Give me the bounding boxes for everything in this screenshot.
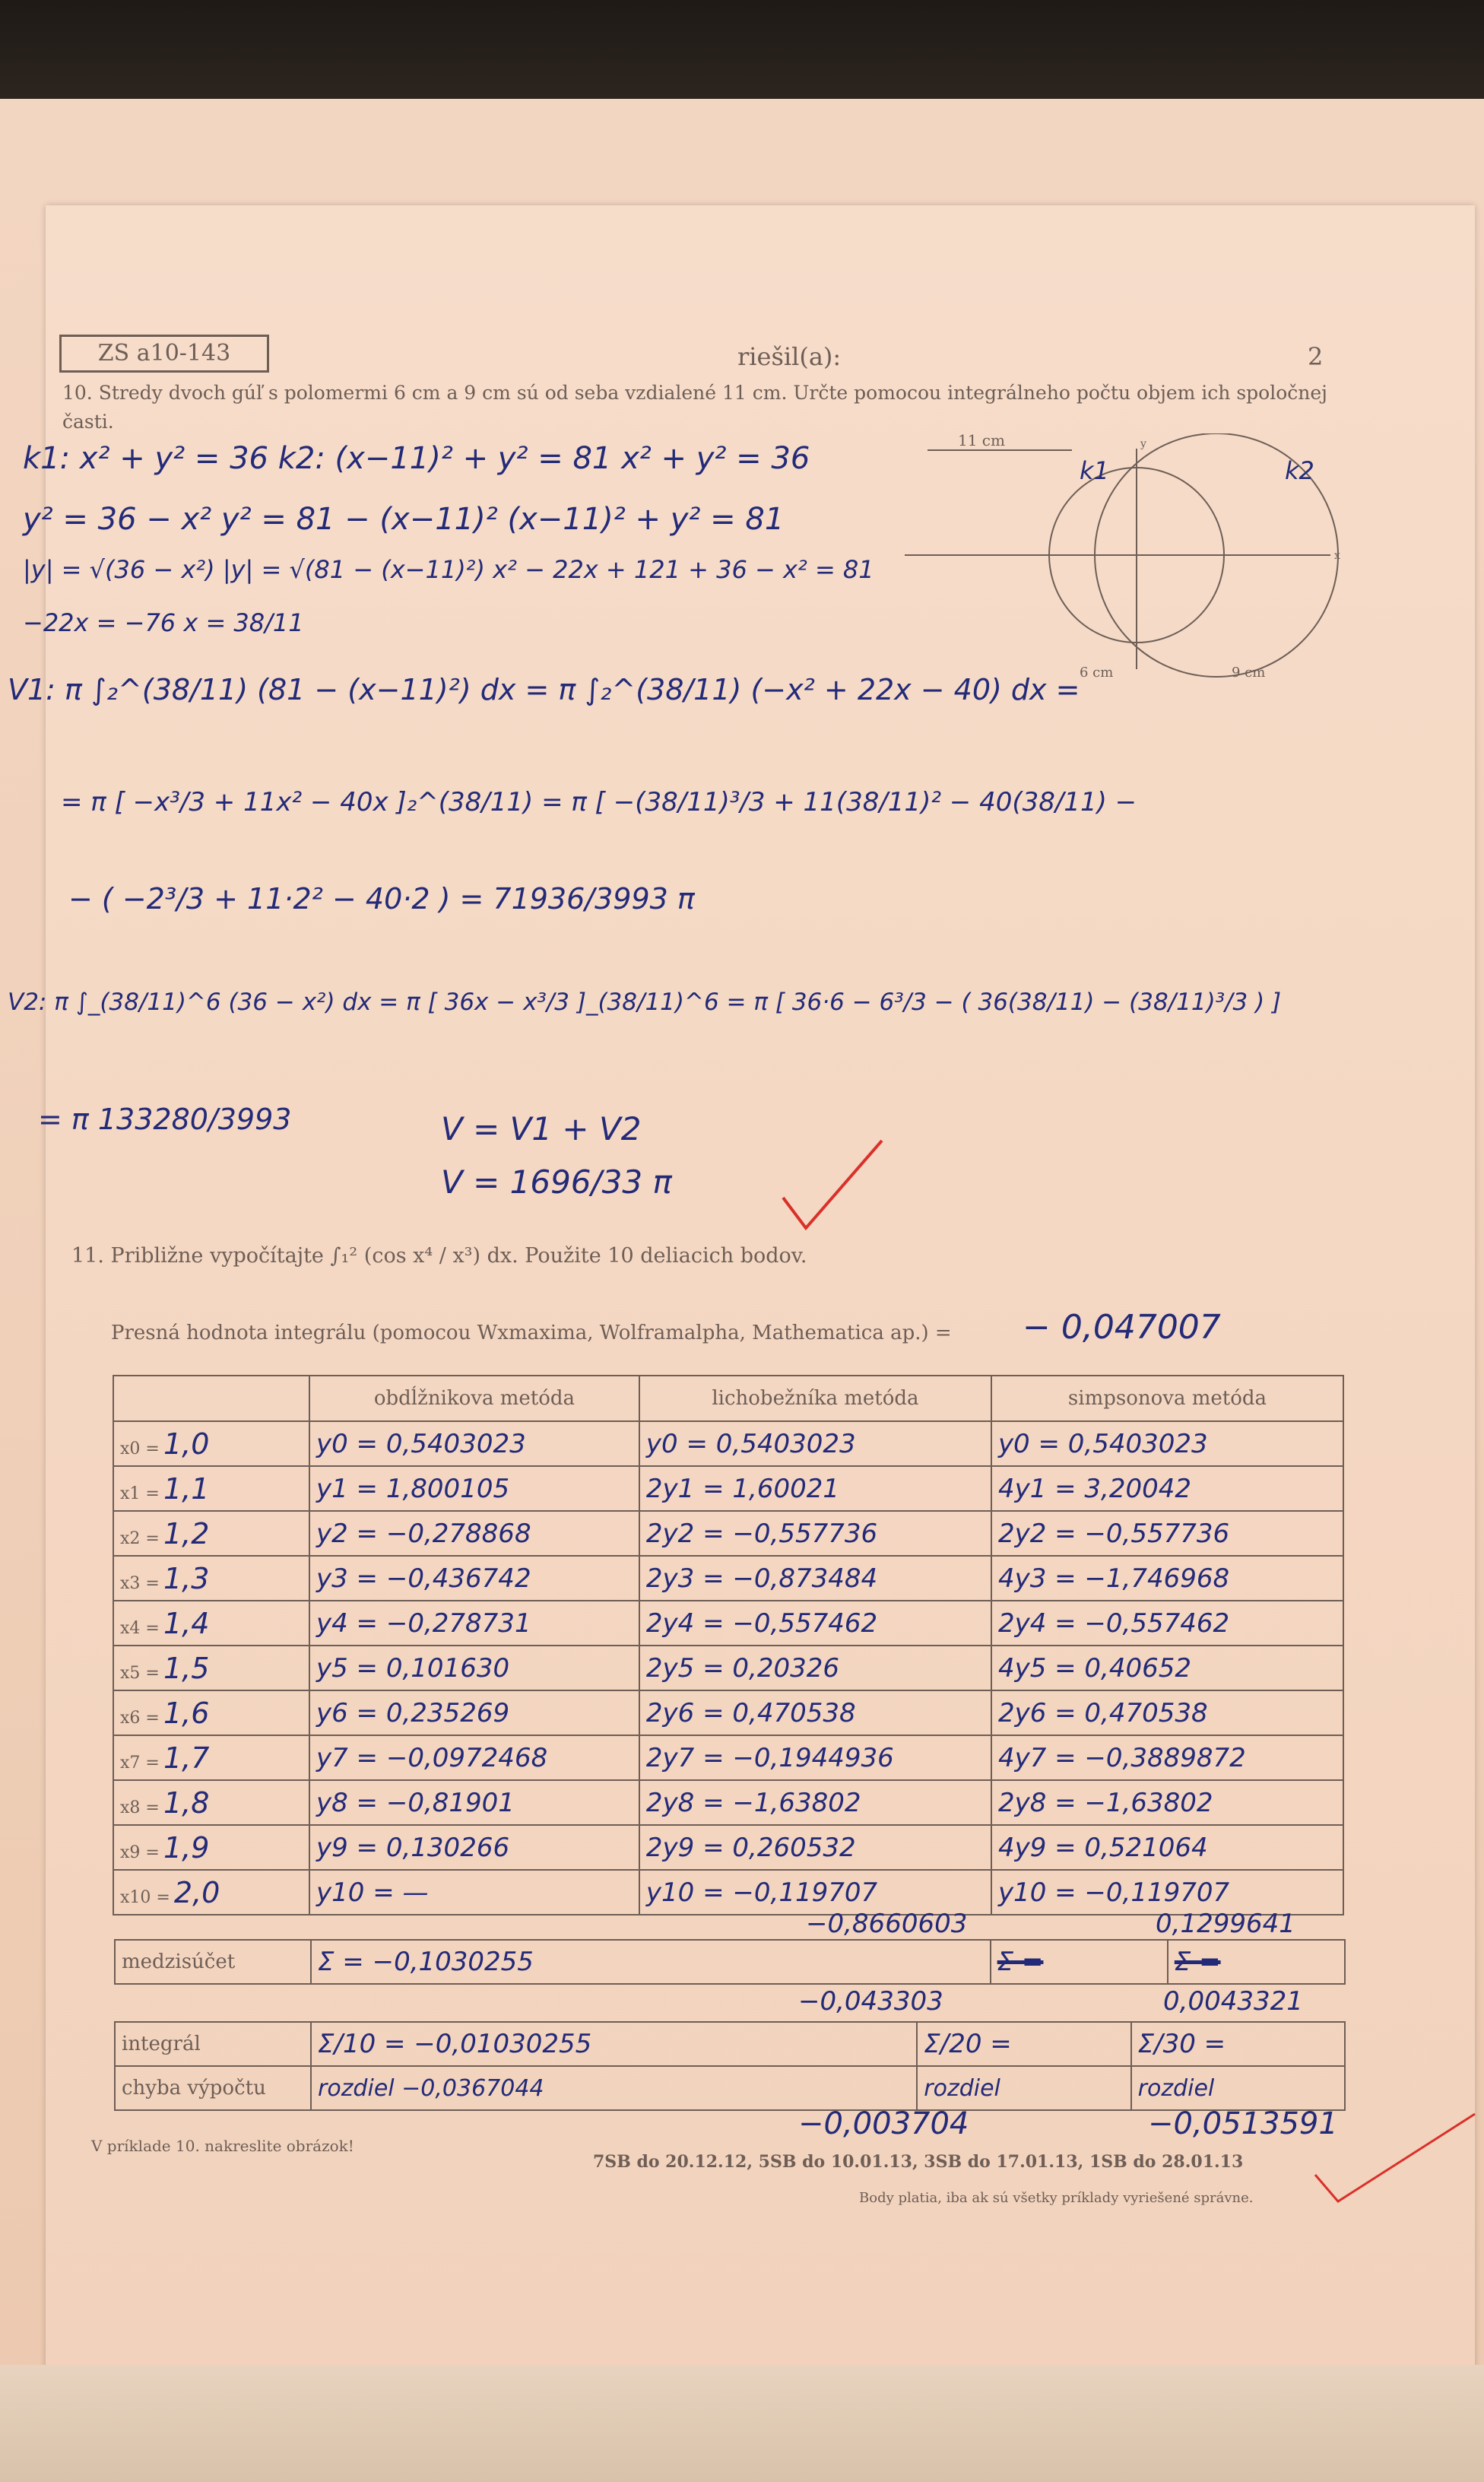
radius1-label: 6 cm <box>1080 665 1114 681</box>
exact-value: − 0,047007 <box>1023 1308 1221 1347</box>
x-value: 1,4 <box>163 1606 210 1640</box>
trapezoid-value: 2y9 = 0,260532 <box>639 1825 991 1870</box>
table-row <box>113 1511 1343 1556</box>
x-cell <box>113 1690 309 1735</box>
k1-label: k1 <box>1080 456 1109 485</box>
table-row <box>113 1466 1343 1511</box>
simpson-extra-sum: 0,1299641 <box>1156 1909 1295 1939</box>
subtotal-label: medzisúčet <box>115 1940 311 1984</box>
error-label: chyba výpočtu <box>115 2066 311 2110</box>
handwritten-line: = π 133280/3993 <box>38 1103 292 1136</box>
trapezoid-value: y10 = −0,119707 <box>639 1870 991 1915</box>
x-label: x7 = <box>120 1753 160 1773</box>
x-value: 2,0 <box>173 1875 220 1909</box>
trapezoid-subtotal: Σ = <box>991 1940 1168 1984</box>
x-cell <box>113 1466 309 1511</box>
simpson-value: 4y1 = 3,20042 <box>991 1466 1343 1511</box>
x-cell <box>113 1556 309 1601</box>
x-cell <box>113 1646 309 1690</box>
trapezoid-value: 2y3 = −0,873484 <box>639 1556 991 1601</box>
x-label: x2 = <box>120 1528 160 1548</box>
handwritten-line: V1: π ∫₂^(38/11) (81 − (x−11)²) dx = π ∫₂^(38/11) (−x² + 22x − 40) dx = <box>8 673 1080 706</box>
handwritten-line: = π [ −x³/3 + 11x² − 40x ]₂^(38/11) = π [ −(38/11)³/3 + 11(38/11)² − 40(38/11) − <box>61 787 1137 817</box>
rectangle-value: y1 = 1,800105 <box>309 1466 639 1511</box>
k2-label: k2 <box>1285 456 1314 485</box>
subtotal-row <box>115 1940 1345 1984</box>
radius2-label: 9 cm <box>1232 665 1266 681</box>
header-rectangle-method: obdĺžnikova metóda <box>309 1376 639 1421</box>
rectangle-value: y2 = −0,278868 <box>309 1511 639 1556</box>
x-value: 1,9 <box>163 1830 210 1865</box>
x-value: 1,2 <box>163 1516 210 1550</box>
trapezoid-value: 2y8 = −1,63802 <box>639 1780 991 1825</box>
deadlines: 7SB do 20.12.12, 5SB do 10.01.13, 3SB do 17.01.13, 1SB do 28.01.13 <box>593 2152 1244 2172</box>
distance-label: 11 cm <box>958 433 1005 449</box>
x-label: x8 = <box>120 1798 160 1817</box>
assignment-id: ZS a10-143 <box>59 335 269 373</box>
rectangle-value: y9 = 0,130266 <box>309 1825 639 1870</box>
table-row <box>113 1735 1343 1780</box>
x-label: x9 = <box>120 1842 160 1862</box>
trapezoid-integral: Σ/20 = <box>917 2022 1130 2066</box>
simpson-value: 2y2 = −0,557736 <box>991 1511 1343 1556</box>
x-value: 1,7 <box>163 1741 210 1775</box>
trapezoid-value: 2y7 = −0,1944936 <box>639 1735 991 1780</box>
header-simpson-method: simpsonova metóda <box>991 1376 1343 1421</box>
rectangle-value: y4 = −0,278731 <box>309 1601 639 1646</box>
check-mark-icon <box>775 1133 889 1247</box>
trapezoid-error: rozdiel <box>917 2066 1130 2110</box>
page-number: 2 <box>1308 342 1324 371</box>
header-trapezoid-method: lichobežníka metóda <box>639 1376 991 1421</box>
x-cell <box>113 1870 309 1915</box>
table-corner-cell <box>113 1376 309 1421</box>
problem-10-text: 10. Stredy dvoch gúľ s polomermi 6 cm a 9 cm sú od seba vzdialené 11 cm. Určte pomocou integrálneho počtu objem ich spoločnej časti. <box>62 382 1327 433</box>
subtotal-table <box>114 1939 1346 1985</box>
rectangle-value: y8 = −0,81901 <box>309 1780 639 1825</box>
handwritten-line: − ( −2³/3 + 11·2² − 40·2 ) = 71936/3993 π <box>68 882 695 916</box>
x-value: 1,1 <box>163 1471 210 1506</box>
trapezoid-extra-sum: −0,8660603 <box>806 1909 968 1939</box>
desk-background-top <box>0 0 1484 114</box>
x-cell <box>113 1601 309 1646</box>
table-row <box>113 1421 1343 1466</box>
x-value: 1,6 <box>163 1696 210 1730</box>
rectangle-subtotal: Σ = −0,1030255 <box>311 1940 991 1984</box>
simpson-error: rozdiel <box>1131 2066 1345 2110</box>
simpson-value: y0 = 0,5403023 <box>991 1421 1343 1466</box>
x-value: 1,3 <box>163 1561 210 1595</box>
simpson-value: y10 = −0,119707 <box>991 1870 1343 1915</box>
trapezoid-value: y0 = 0,5403023 <box>639 1421 991 1466</box>
table-row <box>113 1556 1343 1601</box>
rectangle-value: y0 = 0,5403023 <box>309 1421 639 1466</box>
rectangle-value: y7 = −0,0972468 <box>309 1735 639 1780</box>
simpson-value: 2y8 = −1,63802 <box>991 1780 1343 1825</box>
x-cell <box>113 1511 309 1556</box>
x-value: 1,0 <box>163 1427 210 1461</box>
y-axis-label: y <box>1140 438 1146 450</box>
x-cell <box>113 1825 309 1870</box>
rectangle-integral: Σ/10 = −0,01030255 <box>311 2022 917 2066</box>
simpson-value: 2y6 = 0,470538 <box>991 1690 1343 1735</box>
x-label: x6 = <box>120 1708 160 1728</box>
x-cell <box>113 1780 309 1825</box>
validity-note: Body platia, iba ak sú všetky príklady vyriešené správne. <box>859 2190 1254 2206</box>
handwritten-line: y² = 36 − x² y² = 81 − (x−11)² (x−11)² + y² = 81 <box>23 502 785 537</box>
x-label: x5 = <box>120 1663 160 1683</box>
x-axis-label: x <box>1334 550 1340 562</box>
results-table <box>114 2021 1346 2111</box>
x-label: x3 = <box>120 1573 160 1593</box>
table-row <box>113 1780 1343 1825</box>
spheres-diagram <box>897 433 1346 684</box>
simpson-value: 2y4 = −0,557462 <box>991 1601 1343 1646</box>
drawing-note: V príklade 10. nakreslite obrázok! <box>91 2137 354 2155</box>
simpson-error-value: −0,0513591 <box>1148 2106 1338 2141</box>
methods-table <box>113 1375 1344 1915</box>
handwritten-line: −22x = −76 x = 38/11 <box>23 608 304 637</box>
table-row <box>113 1690 1343 1735</box>
error-row <box>115 2066 1345 2110</box>
problem-11-text: 11. Približne vypočítajte ∫₁² (cos x⁴ / x³) dx. Použite 10 deliacich bodov. <box>71 1244 807 1268</box>
handwritten-line: V = 1696/33 π <box>441 1163 672 1201</box>
trapezoid-value: 2y5 = 0,20326 <box>639 1646 991 1690</box>
simpson-integral-result: 0,0043321 <box>1163 1986 1303 2017</box>
handwritten-line: k1: x² + y² = 36 k2: (x−11)² + y² = 81 x² + y² = 36 <box>23 441 810 476</box>
x-value: 1,8 <box>163 1785 210 1820</box>
rectangle-value: y10 = — <box>309 1870 639 1915</box>
handwritten-line: V2: π ∫_(38/11)^6 (36 − x²) dx = π [ 36x − x³/3 ]_(38/11)^6 = π [ 36·6 − 6³/3 − ( 36(38/11) − (38/11)³/3 ) ] <box>8 989 1282 1016</box>
table-header-row <box>113 1376 1343 1421</box>
simpson-subtotal: Σ = <box>1168 1940 1345 1984</box>
trapezoid-integral-result: −0,043303 <box>798 1986 943 2017</box>
table-row <box>113 1646 1343 1690</box>
rectangle-value: y3 = −0,436742 <box>309 1556 639 1601</box>
rectangle-value: y6 = 0,235269 <box>309 1690 639 1735</box>
simpson-value: 4y9 = 0,521064 <box>991 1825 1343 1870</box>
handwritten-line: |y| = √(36 − x²) |y| = √(81 − (x−11)²) x² − 22x + 121 + 36 − x² = 81 <box>23 555 874 584</box>
simpson-integral: Σ/30 = <box>1131 2022 1345 2066</box>
rectangle-error: rozdiel −0,0367044 <box>311 2066 917 2110</box>
table-row <box>113 1825 1343 1870</box>
handwritten-line: V = V1 + V2 <box>441 1110 642 1147</box>
trapezoid-value: 2y2 = −0,557736 <box>639 1511 991 1556</box>
x-label: x0 = <box>120 1439 160 1458</box>
trapezoid-value: 2y6 = 0,470538 <box>639 1690 991 1735</box>
x-cell <box>113 1421 309 1466</box>
x-label: x10 = <box>120 1887 170 1907</box>
trapezoid-value: 2y1 = 1,60021 <box>639 1466 991 1511</box>
x-cell <box>113 1735 309 1780</box>
simpson-value: 4y3 = −1,746968 <box>991 1556 1343 1601</box>
rectangle-value: y5 = 0,101630 <box>309 1646 639 1690</box>
simpson-value: 4y5 = 0,40652 <box>991 1646 1343 1690</box>
desk-background-bottom <box>0 2365 1484 2482</box>
simpson-value: 4y7 = −0,3889872 <box>991 1735 1343 1780</box>
exact-value-label: Presná hodnota integrálu (pomocou Wxmaxima, Wolframalpha, Mathematica ap.) = <box>111 1322 952 1344</box>
trapezoid-value: 2y4 = −0,557462 <box>639 1601 991 1646</box>
table-row <box>113 1601 1343 1646</box>
integral-row <box>115 2022 1345 2066</box>
x-label: x4 = <box>120 1618 160 1638</box>
trapezoid-error-value: −0,003704 <box>798 2106 969 2141</box>
x-value: 1,5 <box>163 1651 210 1685</box>
x-label: x1 = <box>120 1484 160 1503</box>
integral-label: integrál <box>115 2022 311 2066</box>
solver-label: riešil(a): <box>737 342 842 371</box>
